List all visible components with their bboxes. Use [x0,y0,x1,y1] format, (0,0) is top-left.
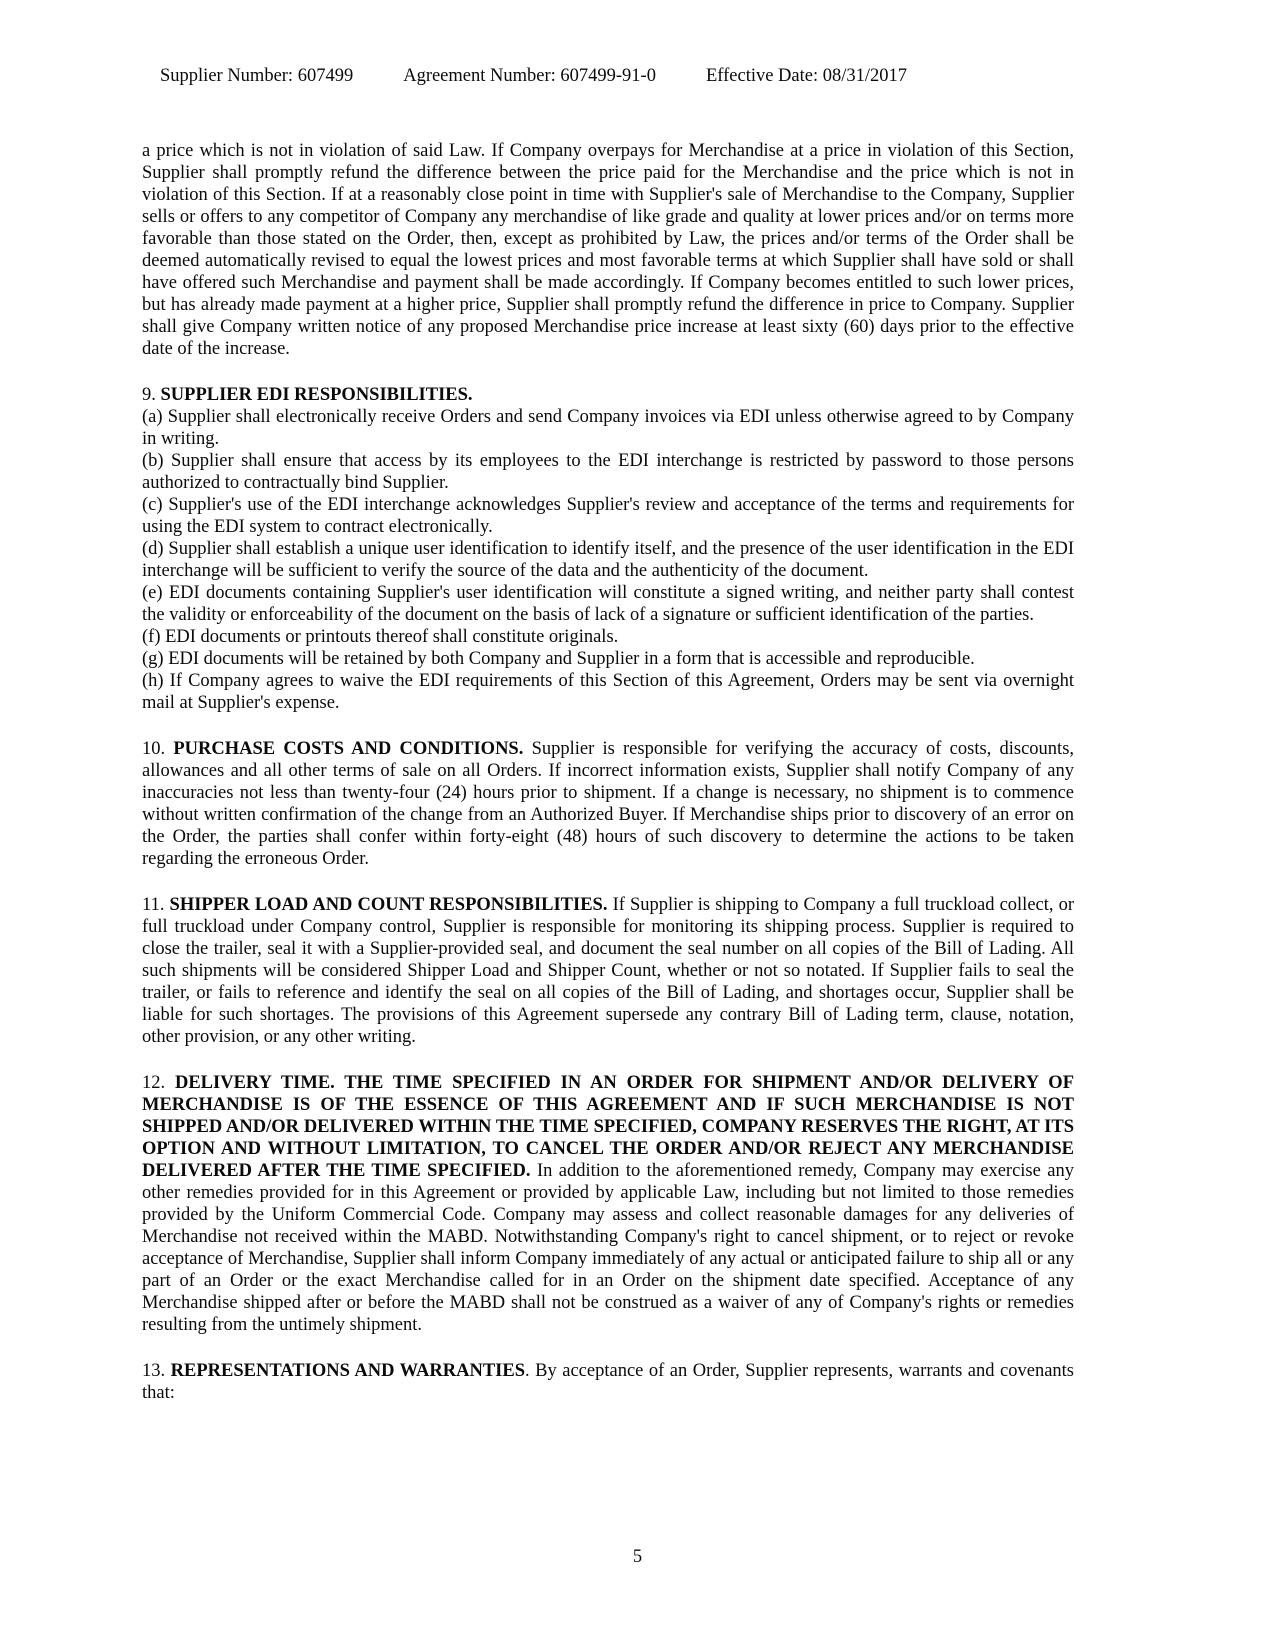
continuation-paragraph: a price which is not in violation of said Law. If Company overpays for Merchandise at a price in violation of this Section, Supplier shall promptly refund the difference between the price paid for the Merchandise and the price which is not in violation of this Section. If at a reasonably close point in time with Supplier's sale of Merchandise to the Company, Supplier sells or offers to any competitor of Company any merchandise of like grade and quality at lower prices and/or on terms more favorable than those stated on the Order, then, except as prohibited by Law, the prices and/or terms of the Order shall be deemed automatically revised to equal the lowest prices and most favorable terms at which Supplier shall have sold or shall have offered such Merchandise and payment shall be made accordingly. If Company becomes entitled to such lower prices, but has already made payment at a higher price, Supplier shall promptly refund the difference in price to Company. Supplier shall give Company written notice of any proposed Merchandise price increase at least sixty (60) days prior to the effective date of the increase. [142,141,1074,359]
section-10-title: PURCHASE COSTS AND CONDITIONS. [173,739,524,759]
section-12-text: In addition to the aforementioned remedy, Company may exercise any other remedies provided for in this Agreement or provided by applicable Law, including but not limited to those remedies provided by the Uniform Commercial Code. Company may assess and collect reasonable damages for any deliveries of Merchandise not received within the MABD. Notwithstanding Company's right to cancel shipment, or to reject or revoke acceptance of Merchandise, Supplier shall inform Company immediately of any actual or anticipated failure to ship all or any part of an Order or the exact Merchandise called for in an Order on the shipment date specified. Acceptance of any Merchandise shipped after or before the MABD shall not be construed as a waiver of any of Company's rights or remedies resulting from the untimely shipment. [142,1161,1074,1335]
section-9-number: 9. [142,385,156,405]
section-13-paragraph [142,1360,1074,1404]
section-11-number: 11. [142,895,165,915]
section-13-text: . By acceptance of an Order, Supplier represents, warrants and covenants that: [142,1361,1074,1403]
agreement-number: Agreement Number: 607499-91-0 [403,66,656,86]
section-11-text: If Supplier is shipping to Company a full truckload collect, or full truckload under Company control, Supplier is responsible for monitoring its shipping process. Supplier is required to close the trailer, seal it with a Supplier-provided seal, and document the seal number on all copies of the Bill of Lading. All such shipments will be considered Shipper Load and Shipper Count, whether or not so notated. If Supplier fails to seal the trailer, or fails to reference and identify the seal on all copies of the Bill of Lading, and shortages occur, Supplier shall be liable for such shortages. The provisions of this Agreement supersede any contrary Bill of Lading term, clause, notation, other provision, or any other writing. [142,895,1075,1047]
document-body [142,140,1074,1404]
section-12-title: DELIVERY TIME. THE TIME SPECIFIED IN AN ORDER FOR SHIPMENT AND/OR DELIVERY OF MERCHANDISE IS OF THE ESSENCE OF THIS AGREEMENT AND IF SUCH MERCHANDISE IS NOT SHIPPED AND/OR DELIVERED WITHIN THE TIME SPECIFIED, COMPANY RESERVES THE RIGHT, AT ITS OPTION AND WITHOUT LIMITATION, TO CANCEL THE ORDER AND/OR REJECT ANY MERCHANDISE DELIVERED AFTER THE TIME SPECIFIED. [142,1073,1074,1181]
section-9-item-b: (b) Supplier shall ensure that access by its employees to the EDI interchange is restricted by password to those persons authorized to contractually bind Supplier. [142,451,1074,493]
section-10-text: Supplier is responsible for verifying the accuracy of costs, discounts, allowances and all other terms of sale on all Orders. If incorrect information exists, Supplier shall notify Company of any inaccuracies not less than twenty-four (24) hours prior to shipment. If a change is necessary, no shipment is to commence without written confirmation of the change from an Authorized Buyer. If Merchandise ships prior to discovery of an error on the Order, the parties shall confer within forty-eight (48) hours of such discovery to determine the actions to be taken regarding the erroneous Order. [142,739,1075,869]
section-9-heading [142,384,1074,406]
section-12 [142,1072,1074,1336]
document-header [160,64,907,88]
document-footer [0,1547,1275,1568]
section-13-title: REPRESENTATIONS AND WARRANTIES [170,1361,526,1381]
section-9-item-e: (e) EDI documents containing Supplier's user identification will constitute a signed writing, and neither party shall contest the validity or enforceability of the document on the basis of lack of a signature or sufficient identification of the parties. [142,583,1074,625]
section-9-title: SUPPLIER EDI RESPONSIBILITIES. [160,385,473,405]
effective-date: Effective Date: 08/31/2017 [705,66,908,86]
section-11 [142,894,1074,1048]
page-number: 5 [632,1547,643,1567]
section-10 [142,738,1074,870]
section-10-paragraph [142,738,1074,870]
section-9-item-d: (d) Supplier shall establish a unique user identification to identify itself, and the presence of the user identification in the EDI interchange will be sufficient to verify the source of the data and the authenticity of the document. [142,539,1074,581]
section-12-paragraph [142,1072,1074,1336]
section-9-item-a: (a) Supplier shall electronically receive Orders and send Company invoices via EDI unless otherwise agreed to by Company in writing. [142,407,1074,449]
section-13 [142,1360,1074,1404]
section-11-title: SHIPPER LOAD AND COUNT RESPONSIBILITIES. [169,895,608,915]
section-9-item-c: (c) Supplier's use of the EDI interchange acknowledges Supplier's review and acceptance of the terms and requirements for using the EDI system to contract electronically. [142,495,1074,537]
supplier-number: Supplier Number: 607499 [160,66,354,86]
section-13-number: 13. [142,1361,166,1381]
section-9 [142,384,1074,714]
section-11-paragraph [142,894,1074,1048]
section-9-item-g: (g) EDI documents will be retained by both Company and Supplier in a form that is accessible and reproducible. [142,649,975,669]
section-9-item-h: (h) If Company agrees to waive the EDI requirements of this Section of this Agreement, Orders may be sent via overnight mail at Supplier's expense. [142,671,1074,713]
section-9-item-f: (f) EDI documents or printouts thereof shall constitute originals. [142,627,619,647]
section-12-number: 12. [142,1073,166,1093]
section-10-number: 10. [142,739,166,759]
